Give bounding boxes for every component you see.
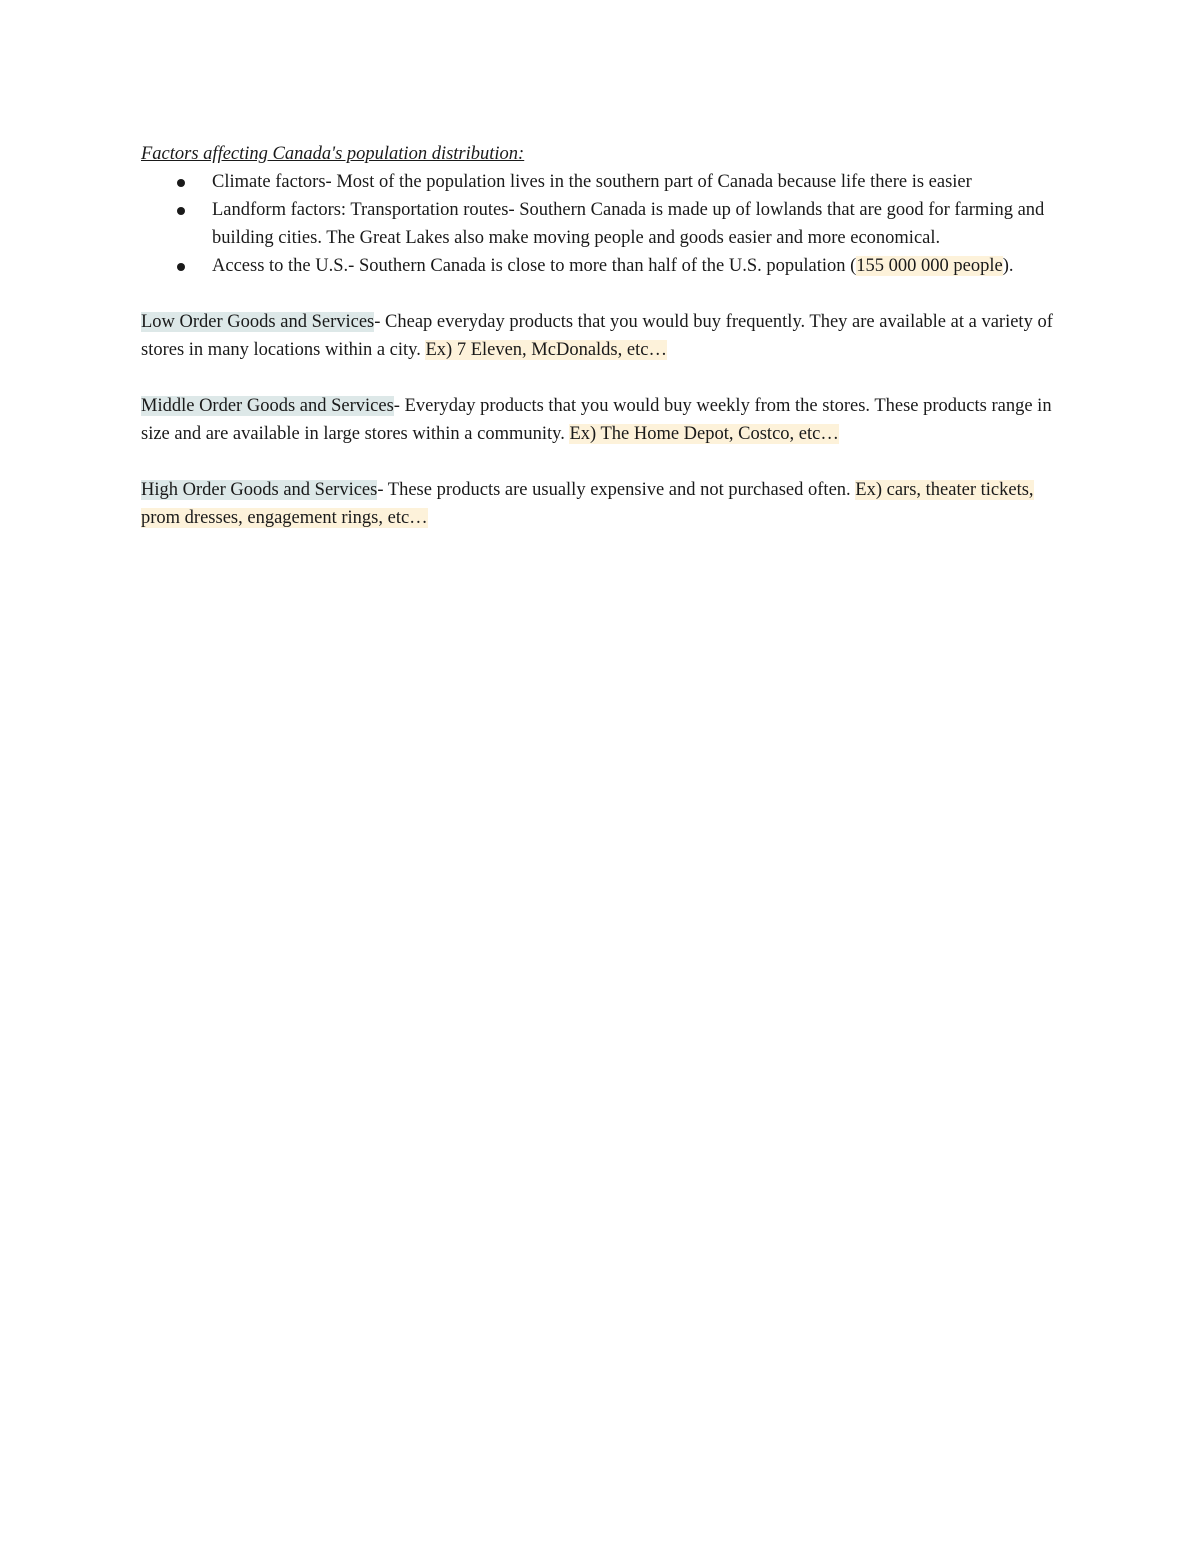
term-description: - These products are usually expensive and not purchased often. [377, 480, 856, 500]
bullet-icon [177, 179, 185, 187]
examples-text: Ex) cars, theater tickets, prom dresses, engagement rings, etc… [141, 480, 1034, 528]
population-highlight: 155 000 000 people [856, 256, 1003, 276]
term-description: - Everyday products that you would buy weekly from the stores. These products range in size and are available in large stores within a community. [141, 396, 1052, 444]
low-order-paragraph [141, 308, 1061, 364]
list-item [141, 168, 1061, 196]
list-item [141, 252, 1061, 280]
middle-order-paragraph [141, 392, 1061, 448]
bullet-icon [177, 263, 185, 271]
bullet-icon [177, 207, 185, 215]
high-order-paragraph [141, 476, 1061, 532]
section-heading: Factors affecting Canada's population distribution: [141, 144, 525, 164]
list-item-text-end: ). [1002, 256, 1014, 276]
list-item [141, 196, 1061, 252]
term-label: Middle Order Goods and Services [141, 396, 394, 416]
factors-list [141, 168, 1061, 280]
examples-text: Ex) 7 Eleven, McDonalds, etc… [425, 340, 667, 360]
term-label: High Order Goods and Services [141, 480, 378, 500]
document-page [141, 140, 1061, 532]
term-label: Low Order Goods and Services [141, 312, 375, 332]
term-description: - Cheap everyday products that you would buy frequently. They are available at a variety of stores in many locations within a city. [141, 312, 1053, 360]
list-item-text: Climate factors- Most of the population lives in the southern part of Canada because life there is easier [212, 172, 972, 192]
list-item-text: Landform factors: Transportation routes- Southern Canada is made up of lowlands that are good for farming and building cities. The Great Lakes also make moving people and goods easier and more economical. [212, 200, 1045, 248]
examples-text: Ex) The Home Depot, Costco, etc… [569, 424, 839, 444]
list-item-text: Access to the U.S.- Southern Canada is close to more than half of the U.S. population ( [212, 256, 857, 276]
